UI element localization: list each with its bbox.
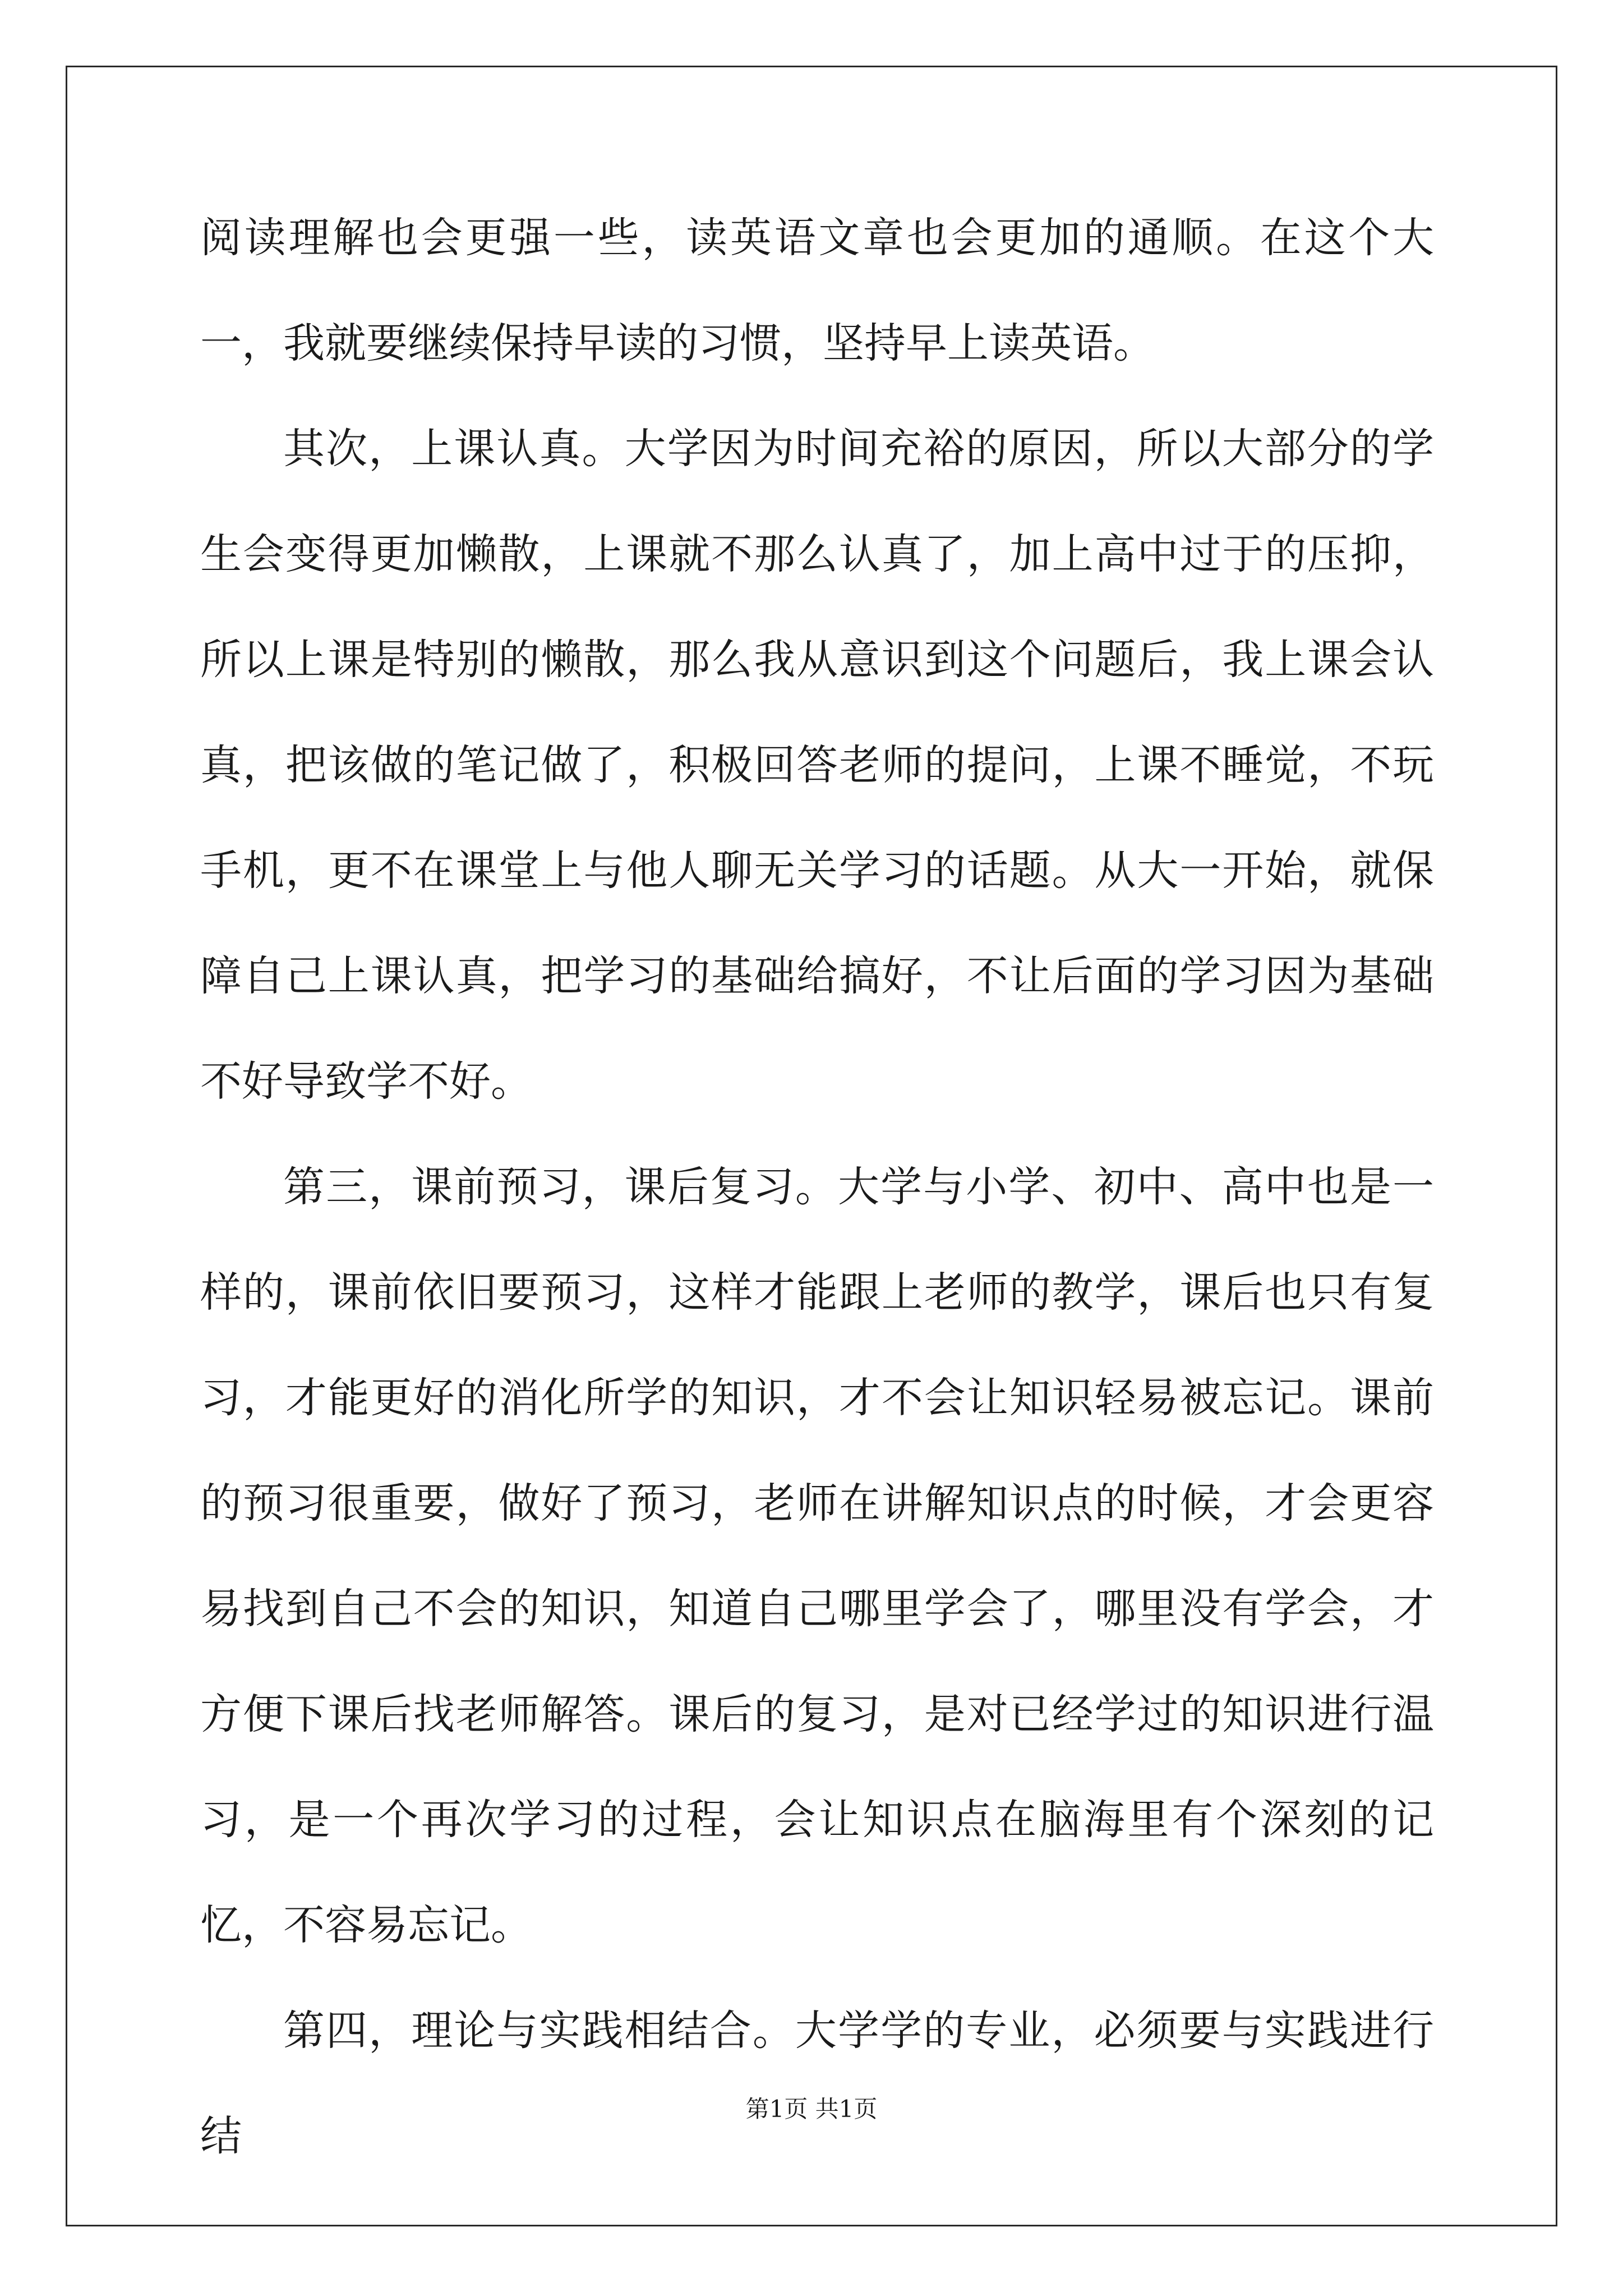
paragraph-third: 第三，课前预习，课后复习。大学与小学、初中、高中也是一样的，课前依旧要预习，这样才能跟上老师的教学，课后也只有复习，才能更好的消化所学的知识，才不会让知识轻易被忘记。课前的预习很重要，做好了预习，老师在讲解知识点的时候，才会更容易找到自己不会的知识，知道自己哪里学会了，哪里没有学会，才方便下课后找老师解答。课后的复习，是对已经学过的知识进行温习，是一个再次学习的过程，会让知识点在脑海里有个深刻的记忆，不容易忘记。 — [200, 1163, 1434, 1949]
paragraph-fourth: 第四，理论与实践相结合。大学学的专业，必须要与实践进行结 — [200, 2007, 1434, 2160]
paragraph-second: 其次，上课认真。大学因为时间充裕的原因，所以大部分的学生会变得更加懒散，上课就不那么认真了，加上高中过于的压抑，所以上课是特别的懒散，那么我从意识到这个问题后，我上课会认真，把该做的笔记做了，积极回答老师的提问，上课不睡觉，不玩手机，更不在课堂上与他人聊无关学习的话题。从大一开始，就保障自己上课认真，把学习的基础给搞好，不让后面的学习因为基础不好导致学不好。 — [200, 425, 1434, 1106]
page-footer: 第1页 共1页 — [745, 2095, 878, 2123]
document-body — [200, 185, 1434, 2189]
paragraph-continuation: 阅读理解也会更强一些，读英语文章也会更加的通顺。在这个大一，我就要继续保持早读的习惯，坚持早上读英语。 — [200, 214, 1434, 367]
